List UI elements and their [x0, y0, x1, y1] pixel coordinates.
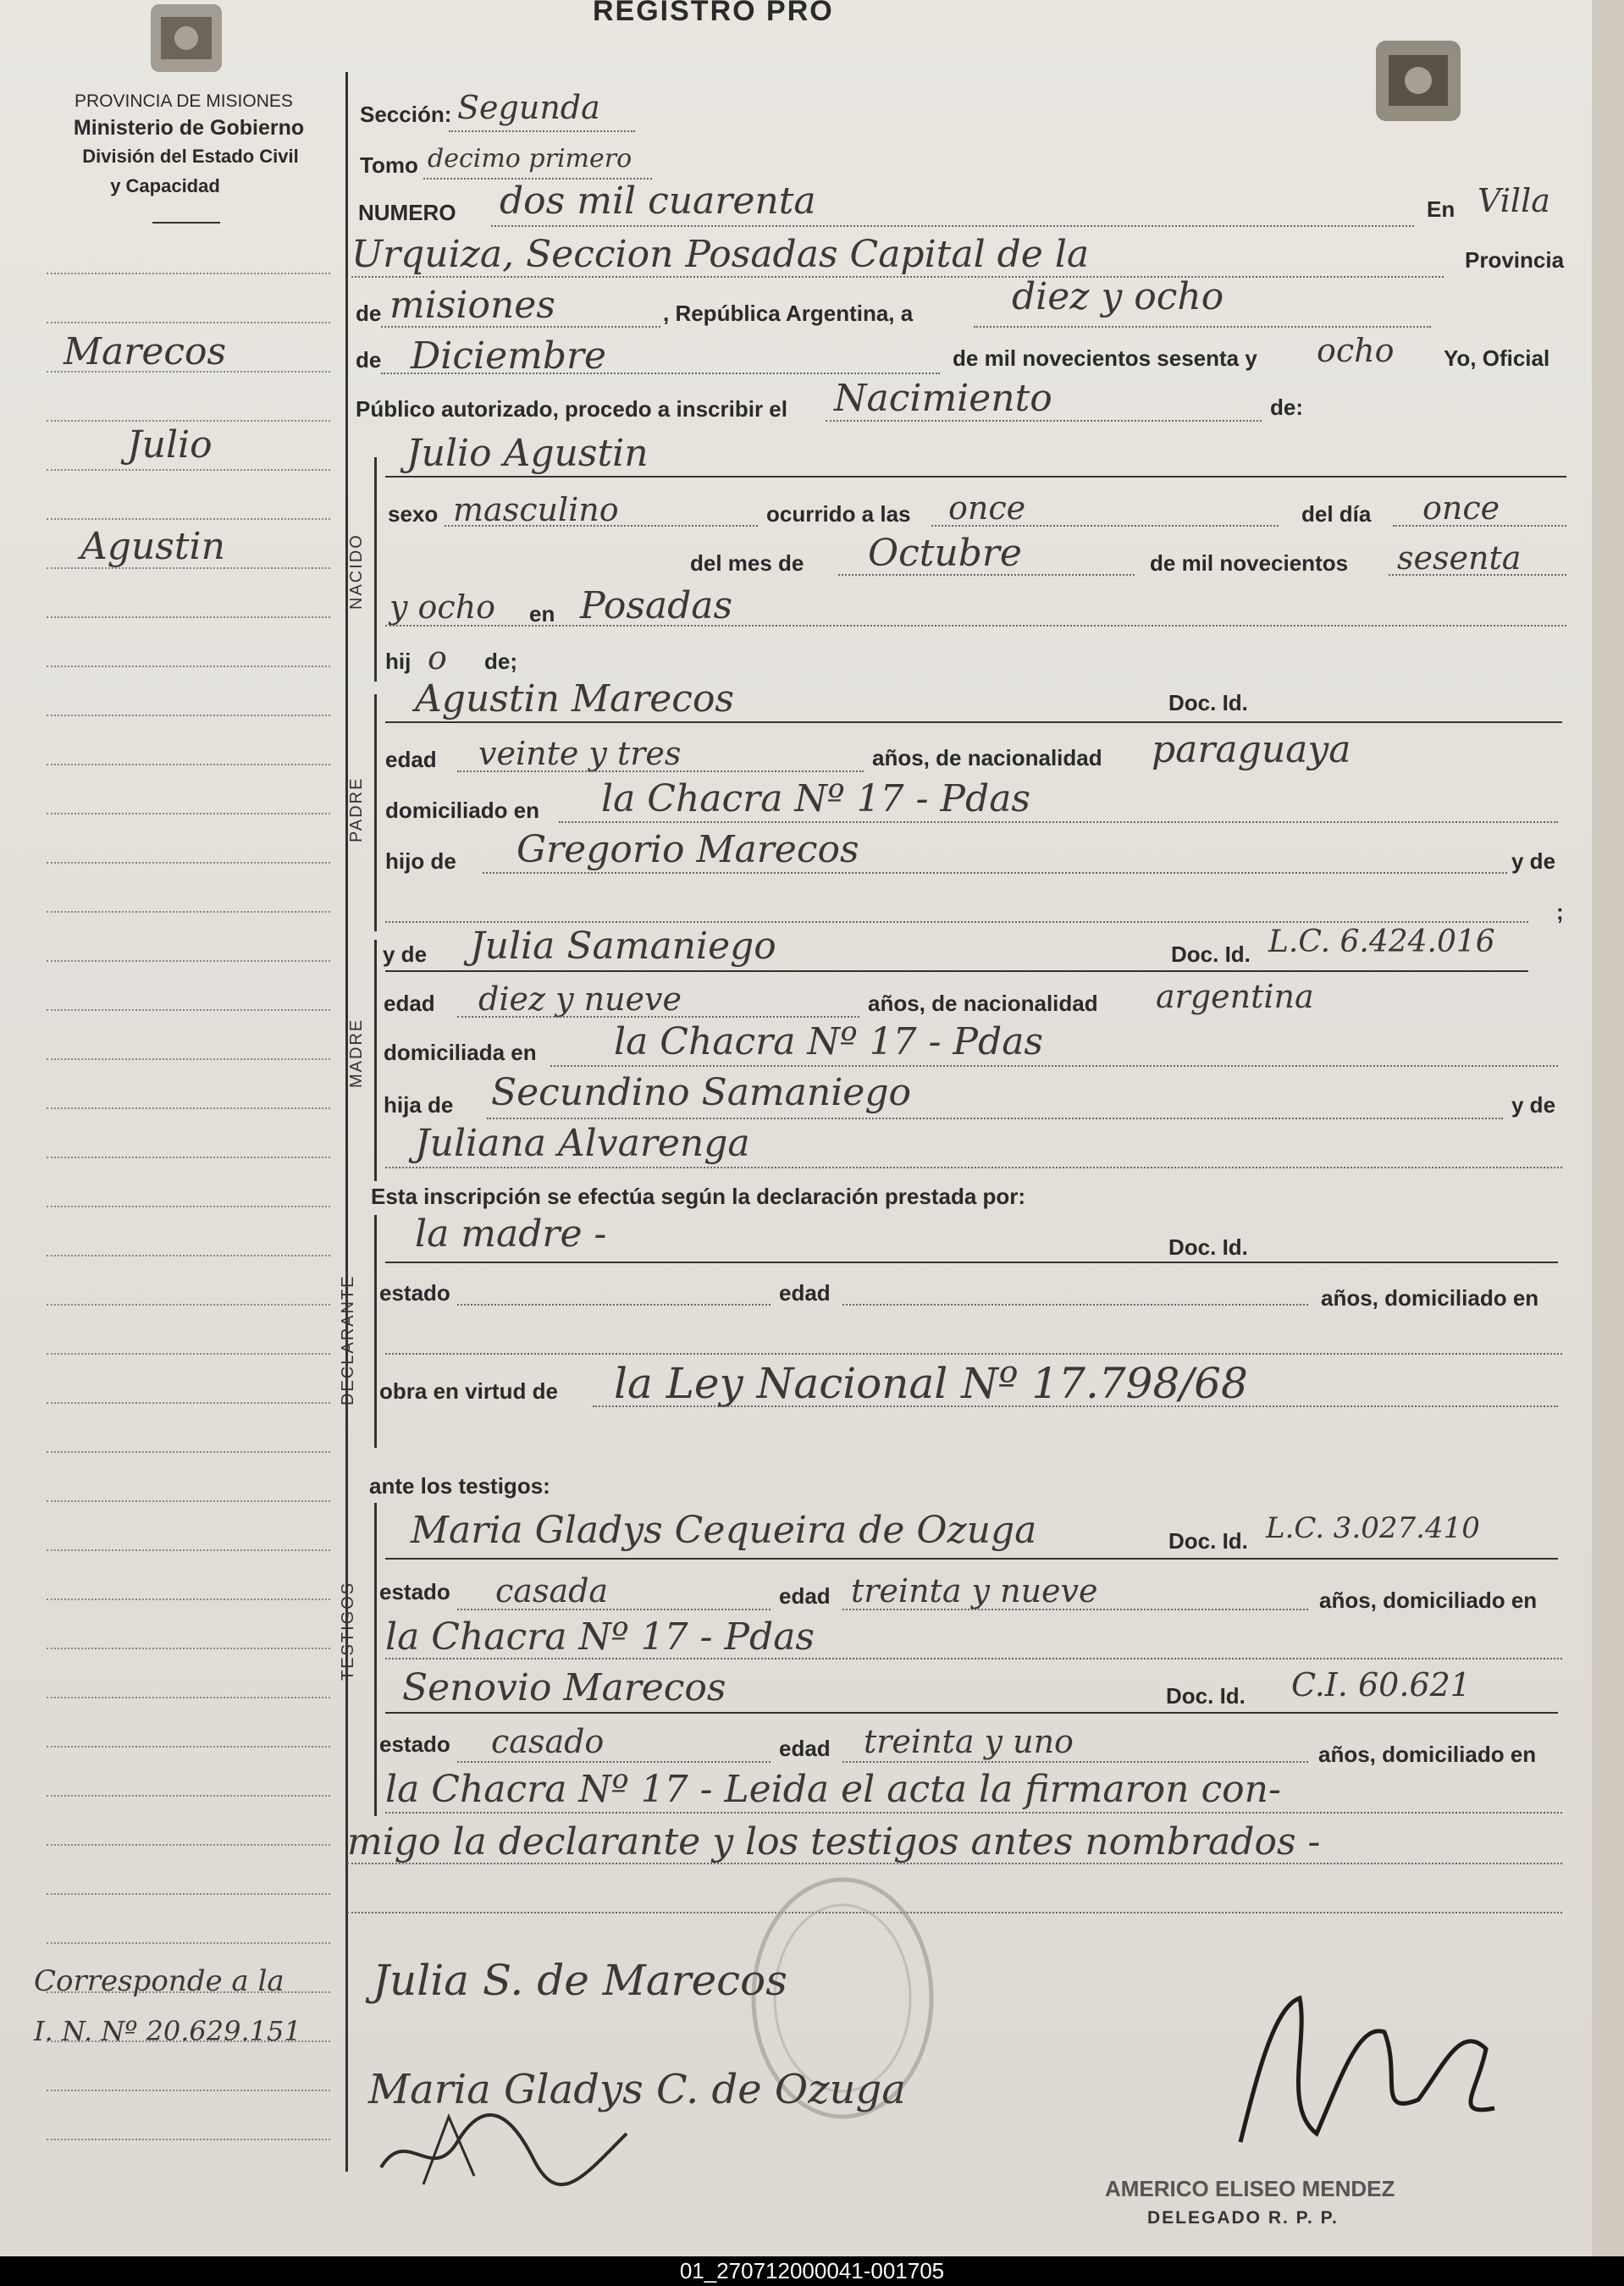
en-value: Villa — [1478, 182, 1550, 219]
margin-rule — [47, 1157, 330, 1158]
margin-rule — [47, 813, 330, 814]
signature-1: Julia S. de Marecos — [373, 1956, 787, 2005]
testigo2-doc-value: C.I. 60.621 — [1291, 1666, 1471, 1703]
madre-hija-label: hija de — [384, 1092, 454, 1118]
de-label: de — [356, 301, 382, 326]
padre-anios-label: años, de nacionalidad — [872, 745, 1102, 770]
testigo1-doc-label: Doc. Id. — [1168, 1528, 1248, 1554]
fill-line — [449, 130, 635, 132]
margin-rule — [47, 2090, 330, 2091]
margin-rule — [47, 1795, 330, 1797]
margin-rule — [47, 715, 330, 716]
madre-section-label: MADRE — [347, 1018, 366, 1088]
section-rule — [374, 457, 377, 682]
coat-of-arms-icon — [135, 0, 237, 80]
padre-edad-value: veinte y tres — [478, 735, 682, 772]
fill-line — [385, 1658, 1562, 1659]
testigo2-name: Senovio Marecos — [402, 1666, 726, 1709]
margin-rule — [47, 1500, 330, 1502]
section-rule — [374, 940, 377, 1181]
testigo1-edad-label: edad — [779, 1583, 831, 1609]
margin-rule — [47, 1942, 330, 1944]
declarante-estado-label: estado — [379, 1280, 450, 1306]
fill-line — [483, 872, 1507, 874]
padre-name: Agustin Marecos — [415, 677, 735, 721]
margin-rule — [47, 1107, 330, 1109]
margin-rule — [47, 665, 330, 667]
lugar-value: Posadas — [580, 584, 733, 627]
capacity-label: y Capacidad — [110, 175, 220, 196]
section-rule — [374, 1503, 377, 1816]
fill-line — [931, 525, 1279, 527]
padre-hijo-label: hijo de — [385, 848, 456, 874]
divider — [152, 222, 220, 224]
line2-value: Urquiza, Seccion Posadas Capital de la — [351, 233, 1090, 276]
section-rule — [374, 1215, 377, 1448]
padre-domicilio-value: la Chacra Nº 17 - Pdas — [601, 777, 1031, 820]
fill-line — [347, 1912, 1562, 1913]
madre-name: Julia Samaniego — [470, 925, 776, 968]
fill-line — [842, 1609, 1308, 1610]
fill-line — [1393, 525, 1566, 527]
ministry-label: Ministerio de Gobierno — [73, 116, 305, 140]
margin-rule — [47, 1451, 330, 1453]
margin-note-1: Corresponde a la — [34, 1964, 284, 1998]
testigo2-estado-value: casado — [491, 1723, 605, 1760]
numero-value: dos mil cuarenta — [500, 179, 816, 223]
signature-2: Maria Gladys C. de Ozuga — [368, 2066, 906, 2113]
tomo-value: decimo primero — [428, 144, 632, 174]
hij-label: hij — [385, 649, 412, 674]
signature-scribble-icon — [373, 2091, 644, 2201]
seccion-value: Segunda — [457, 89, 600, 126]
margin-rule — [47, 322, 330, 323]
fill-line — [385, 1353, 1562, 1355]
declarante-intro: Esta inscripción se efectúa según la declaración prestada por: — [371, 1184, 1026, 1209]
fill-line — [559, 821, 1558, 823]
de-semicolon-label: de; — [484, 649, 517, 674]
fill-line — [457, 1016, 859, 1018]
hora-value: once — [948, 489, 1026, 527]
fill-line — [550, 1065, 1558, 1067]
testigo1-edad-value: treinta y nueve — [851, 1572, 1098, 1610]
fill-line — [347, 1863, 1562, 1864]
section-rule — [374, 694, 377, 931]
de-value: misiones — [389, 284, 555, 327]
fill-line — [385, 625, 1566, 627]
declarante-anios-label: años, domiciliado en — [1321, 1285, 1539, 1311]
fill-line — [457, 1761, 771, 1763]
testigo2-edad-label: edad — [779, 1736, 831, 1761]
name-underline — [385, 721, 1562, 723]
margin-rule — [47, 862, 330, 864]
margin-rule — [47, 911, 330, 913]
hij-value: o — [428, 639, 447, 676]
madre-domicilio-label: domiciliada en — [384, 1040, 537, 1065]
madre-domicilio-value: la Chacra Nº 17 - Pdas — [614, 1020, 1044, 1063]
margin-rule — [47, 960, 330, 962]
de2-label: de — [356, 347, 382, 373]
padre-section-label: PADRE — [347, 776, 366, 842]
madre-anios-label: años, de nacionalidad — [868, 991, 1098, 1016]
tomo-label: Tomo — [360, 152, 418, 178]
anio-value: ocho — [1317, 332, 1395, 369]
margin-rule — [47, 1844, 330, 1846]
testigos-section-label: TESTIGOS — [339, 1581, 357, 1681]
margin-rule — [47, 420, 330, 422]
margin-rule — [47, 1206, 330, 1207]
fill-line — [351, 276, 1444, 278]
testigo1-estado-label: estado — [379, 1579, 450, 1604]
madre-edad-value: diez y nueve — [478, 980, 682, 1018]
de-colon-label: de: — [1270, 395, 1303, 420]
name-underline — [385, 1712, 1558, 1714]
declarante-obra-value: la Ley Nacional Nº 17.798/68 — [614, 1359, 1248, 1408]
madre-edad-label: edad — [384, 991, 435, 1016]
name-underline — [385, 1262, 1558, 1263]
fill-line — [385, 921, 1528, 923]
province-label: PROVINCIA DE MISIONES — [75, 91, 293, 111]
madre-hija-value: Secundino Samaniego — [491, 1071, 911, 1114]
margin-rule — [47, 1648, 330, 1649]
sexo-label: sexo — [388, 501, 439, 527]
margin-rule — [47, 616, 330, 618]
official-name: AMERICO ELISEO MENDEZ — [1105, 2176, 1395, 2201]
margin-name-1: Julio — [127, 423, 213, 467]
closing-line-1: la Chacra Nº 17 - Leida el acta la firmaron con- — [385, 1768, 1281, 1811]
declarante-edad-label: edad — [779, 1280, 831, 1306]
margin-surname: Marecos — [64, 330, 227, 373]
margin-note-2: I. N. Nº 20.629.151 — [34, 2015, 301, 2047]
fill-line — [842, 1761, 1308, 1763]
document-title: REGISTRO PRO — [593, 0, 834, 27]
margin-rule — [47, 273, 330, 274]
fill-line — [1389, 574, 1566, 576]
declarante-obra-label: obra en virtud de — [379, 1378, 558, 1404]
margin-rule — [47, 1304, 330, 1306]
en-label: En — [1427, 196, 1456, 222]
padre-domicilio-label: domiciliado en — [385, 798, 540, 823]
margin-rule — [47, 1697, 330, 1698]
madre-nacionalidad-value: argentina — [1156, 978, 1314, 1015]
del-dia-label: del día — [1301, 501, 1372, 527]
testigo1-estado-value: casada — [495, 1572, 609, 1610]
margin-rule — [47, 1009, 330, 1011]
mes-value: Diciembre — [411, 334, 607, 378]
nacido-section-label: NACIDO — [347, 533, 366, 610]
anio2-value: y ocho — [389, 588, 496, 626]
declarante-doc-label: Doc. Id. — [1168, 1234, 1248, 1260]
margin-rule — [47, 1599, 330, 1600]
margin-rule — [47, 518, 330, 520]
margin-rule — [47, 1255, 330, 1256]
padre-nacionalidad-value: paraguaya — [1152, 728, 1351, 771]
publico-label: Público autorizado, procedo a inscribir el — [356, 396, 787, 422]
madre-doc-label: Doc. Id. — [1171, 941, 1251, 967]
dia-value: diez y ocho — [1012, 275, 1224, 318]
fill-line — [385, 1812, 1562, 1814]
fill-line — [381, 373, 940, 374]
sexo-value: masculino — [453, 491, 619, 528]
testigo2-estado-label: estado — [379, 1731, 450, 1757]
fill-line — [974, 326, 1431, 328]
madre-y-de-label: y de — [383, 941, 428, 967]
margin-rule — [47, 1058, 330, 1060]
fill-line — [838, 574, 1135, 576]
margin-rule — [47, 1402, 330, 1404]
margin-rule — [47, 1893, 330, 1895]
fill-line — [381, 326, 660, 328]
madre-doc-value: L.C. 6.424.016 — [1268, 925, 1495, 959]
testigo1-doc-value: L.C. 3.027.410 — [1266, 1511, 1480, 1545]
testigo1-anios-label: años, domiciliado en — [1319, 1588, 1538, 1613]
margin-rule — [47, 2139, 330, 2140]
numero-label: NUMERO — [358, 200, 456, 225]
fill-line — [457, 1609, 771, 1610]
padre-y-de-label: y de — [1511, 848, 1556, 874]
en-label: en — [529, 601, 555, 627]
dia-value: once — [1422, 489, 1500, 527]
republica-label: , República Argentina, a — [663, 301, 914, 326]
fill-line — [487, 1118, 1503, 1119]
yo-oficial-label: Yo, Oficial — [1444, 345, 1550, 371]
anio-value: sesenta — [1397, 539, 1522, 577]
testigo2-edad-value: treinta y uno — [864, 1723, 1074, 1760]
division-label: División del Estado Civil — [82, 146, 299, 167]
ocurrido-label: ocurrido a las — [766, 501, 911, 527]
fill-line — [445, 525, 758, 527]
seccion-label: Sección: — [360, 102, 452, 127]
padre-semicolon: ; — [1556, 899, 1564, 925]
declarante-name: la madre - — [415, 1212, 607, 1256]
nacido-name: Julio Agustin — [406, 432, 649, 475]
fill-line — [842, 1304, 1308, 1306]
margin-rule — [47, 1549, 330, 1551]
fill-line — [385, 1167, 1562, 1168]
mil-label: de mil novecientos sesenta y — [953, 345, 1257, 371]
margin-name-2: Agustin — [80, 525, 225, 568]
official-title: DELEGADO R. P. P. — [1147, 2208, 1339, 2228]
fill-line — [457, 1304, 771, 1306]
testigo2-doc-label: Doc. Id. — [1166, 1683, 1246, 1709]
acto-value: Nacimiento — [834, 377, 1052, 420]
margin-rule — [47, 469, 330, 471]
page-edge — [1592, 0, 1624, 2256]
testigo1-domicilio-value: la Chacra Nº 17 - Pdas — [385, 1615, 815, 1659]
provincia-label: Provincia — [1465, 247, 1565, 273]
closing-line-2: migo la declarante y los testigos antes nombrados - — [347, 1820, 1321, 1864]
name-underline — [385, 1558, 1558, 1560]
madre-madre2-value: Juliana Alvarenga — [415, 1122, 750, 1165]
mes-label: del mes de — [690, 550, 804, 576]
name-underline — [385, 970, 1528, 972]
mes-value: Octubre — [868, 532, 1022, 575]
fill-line — [593, 1405, 1558, 1407]
name-underline — [385, 476, 1566, 478]
fill-line — [491, 225, 1414, 227]
testigo1-name: Maria Gladys Cequeira de Ozuga — [411, 1509, 1037, 1552]
coat-of-arms-icon — [1363, 34, 1473, 131]
official-signature-icon — [1232, 1973, 1511, 2159]
madre-y-de2-label: y de — [1511, 1092, 1556, 1118]
fill-line — [457, 770, 864, 772]
testigos-intro: ante los testigos: — [369, 1473, 550, 1499]
padre-hijo-value: Gregorio Marecos — [516, 828, 859, 871]
margin-rule — [47, 1746, 330, 1748]
margin-rule — [47, 1353, 330, 1355]
padre-edad-label: edad — [385, 747, 437, 772]
testigo2-anios-label: años, domiciliado en — [1318, 1742, 1537, 1767]
mil-novecientos-label: de mil novecientos — [1150, 550, 1349, 576]
declarante-section-label: DECLARANTE — [339, 1274, 357, 1405]
fill-line — [826, 420, 1262, 422]
image-id-footer: 01_270712000041-001705 — [0, 2256, 1624, 2286]
margin-rule — [47, 764, 330, 765]
padre-doc-label: Doc. Id. — [1168, 690, 1248, 715]
